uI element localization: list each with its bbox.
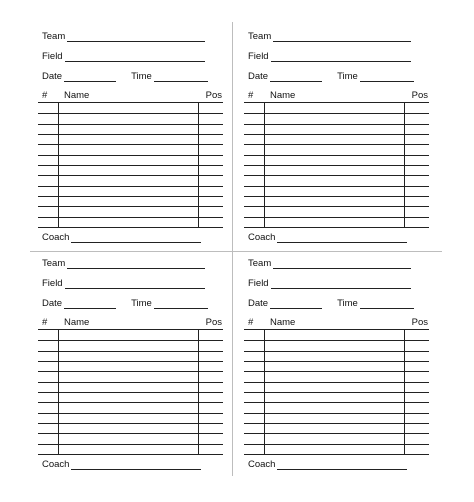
roster-row-line [244, 413, 429, 414]
roster-row-line [38, 402, 223, 403]
date-time-row [248, 71, 414, 82]
field-blank[interactable] [65, 279, 205, 289]
date-time-row [42, 71, 208, 82]
roster-row-line [244, 186, 429, 187]
roster-table [38, 90, 223, 228]
roster-row-line [244, 206, 429, 207]
coach-label: Coach [42, 232, 70, 243]
roster-row-line [244, 444, 429, 445]
name-header: Name [270, 90, 296, 101]
roster-table [244, 90, 429, 228]
roster-row-line [244, 371, 429, 372]
time-blank[interactable] [154, 299, 208, 309]
coach-blank[interactable] [71, 233, 201, 243]
roster-grid[interactable] [38, 102, 223, 228]
roster-row-line [244, 165, 429, 166]
roster-row-line [38, 382, 223, 383]
date-label: Date [248, 298, 269, 309]
roster-header [244, 317, 429, 329]
roster-row-line [38, 113, 223, 114]
position-column-line [404, 330, 405, 454]
roster-row-line [38, 134, 223, 135]
roster-grid[interactable] [38, 329, 223, 455]
roster-row-line [38, 217, 223, 218]
name-header: Name [64, 90, 90, 101]
time-blank[interactable] [154, 72, 208, 82]
team-label: Team [248, 258, 272, 269]
team-row [42, 31, 205, 42]
position-column-line [198, 330, 199, 454]
field-blank[interactable] [65, 52, 205, 62]
team-blank[interactable] [273, 32, 411, 42]
number-header: # [248, 90, 254, 101]
date-blank[interactable] [64, 299, 116, 309]
roster-row-line [244, 340, 429, 341]
roster-row-line [38, 423, 223, 424]
date-blank[interactable] [64, 72, 116, 82]
roster-row-line [244, 433, 429, 434]
lineup-card-bottom-right [248, 253, 448, 479]
roster-row-line [38, 165, 223, 166]
field-label: Field [248, 278, 269, 289]
roster-grid[interactable] [244, 102, 429, 228]
roster-row-line [38, 371, 223, 372]
roster-row-line [244, 155, 429, 156]
roster-row-line [38, 124, 223, 125]
position-header: Pos [205, 90, 222, 101]
date-label: Date [42, 71, 63, 82]
coach-row [248, 459, 407, 470]
roster-row-line [244, 144, 429, 145]
roster-row-line [244, 124, 429, 125]
field-label: Field [248, 51, 269, 62]
field-row [42, 51, 205, 62]
roster-row-line [244, 402, 429, 403]
roster-row-line [38, 433, 223, 434]
date-blank[interactable] [270, 72, 322, 82]
roster-row-line [38, 351, 223, 352]
roster-row-line [38, 413, 223, 414]
number-column-line [58, 103, 59, 227]
time-label: Time [131, 71, 152, 82]
date-time-row [248, 298, 414, 309]
roster-row-line [38, 186, 223, 187]
coach-label: Coach [248, 459, 276, 470]
roster-header [38, 317, 223, 329]
roster-row-line [38, 361, 223, 362]
date-time-row [42, 298, 208, 309]
lineup-card-bottom-left [42, 253, 242, 479]
coach-row [42, 232, 201, 243]
coach-row [248, 232, 407, 243]
coach-blank[interactable] [71, 460, 201, 470]
roster-row-line [38, 196, 223, 197]
coach-row [42, 459, 201, 470]
time-blank[interactable] [360, 299, 414, 309]
coach-blank[interactable] [277, 233, 407, 243]
team-blank[interactable] [67, 259, 205, 269]
date-blank[interactable] [270, 299, 322, 309]
roster-row-line [38, 444, 223, 445]
position-column-line [404, 103, 405, 227]
roster-table [244, 317, 429, 455]
position-header: Pos [411, 90, 428, 101]
field-row [248, 51, 411, 62]
roster-row-line [244, 361, 429, 362]
number-header: # [42, 90, 48, 101]
team-blank[interactable] [273, 259, 411, 269]
roster-row-line [244, 217, 429, 218]
field-label: Field [42, 51, 63, 62]
field-blank[interactable] [271, 279, 411, 289]
number-column-line [264, 103, 265, 227]
roster-header [38, 90, 223, 102]
roster-row-line [38, 340, 223, 341]
roster-row-line [244, 423, 429, 424]
field-row [42, 278, 205, 289]
team-row [248, 31, 411, 42]
roster-row-line [38, 155, 223, 156]
team-label: Team [42, 31, 66, 42]
roster-grid[interactable] [244, 329, 429, 455]
roster-row-line [38, 392, 223, 393]
coach-blank[interactable] [277, 460, 407, 470]
roster-row-line [244, 175, 429, 176]
roster-table [38, 317, 223, 455]
team-row [42, 258, 205, 269]
roster-row-line [244, 382, 429, 383]
roster-row-line [244, 113, 429, 114]
time-blank[interactable] [360, 72, 414, 82]
position-column-line [198, 103, 199, 227]
number-header: # [42, 317, 48, 328]
roster-row-line [38, 206, 223, 207]
position-header: Pos [411, 317, 428, 328]
coach-label: Coach [42, 459, 70, 470]
roster-row-line [244, 196, 429, 197]
team-blank[interactable] [67, 32, 205, 42]
field-blank[interactable] [271, 52, 411, 62]
time-label: Time [337, 298, 358, 309]
roster-header [244, 90, 429, 102]
field-row [248, 278, 411, 289]
team-label: Team [42, 258, 66, 269]
number-header: # [248, 317, 254, 328]
name-header: Name [270, 317, 296, 328]
number-column-line [264, 330, 265, 454]
team-label: Team [248, 31, 272, 42]
field-label: Field [42, 278, 63, 289]
time-label: Time [337, 71, 358, 82]
lineup-card-top-right [248, 26, 448, 252]
lineup-card-top-left [42, 26, 242, 252]
coach-label: Coach [248, 232, 276, 243]
name-header: Name [64, 317, 90, 328]
roster-row-line [244, 392, 429, 393]
number-column-line [58, 330, 59, 454]
team-row [248, 258, 411, 269]
time-label: Time [131, 298, 152, 309]
roster-row-line [38, 175, 223, 176]
position-header: Pos [205, 317, 222, 328]
roster-row-line [244, 134, 429, 135]
roster-row-line [244, 351, 429, 352]
roster-row-line [38, 144, 223, 145]
date-label: Date [42, 298, 63, 309]
date-label: Date [248, 71, 269, 82]
